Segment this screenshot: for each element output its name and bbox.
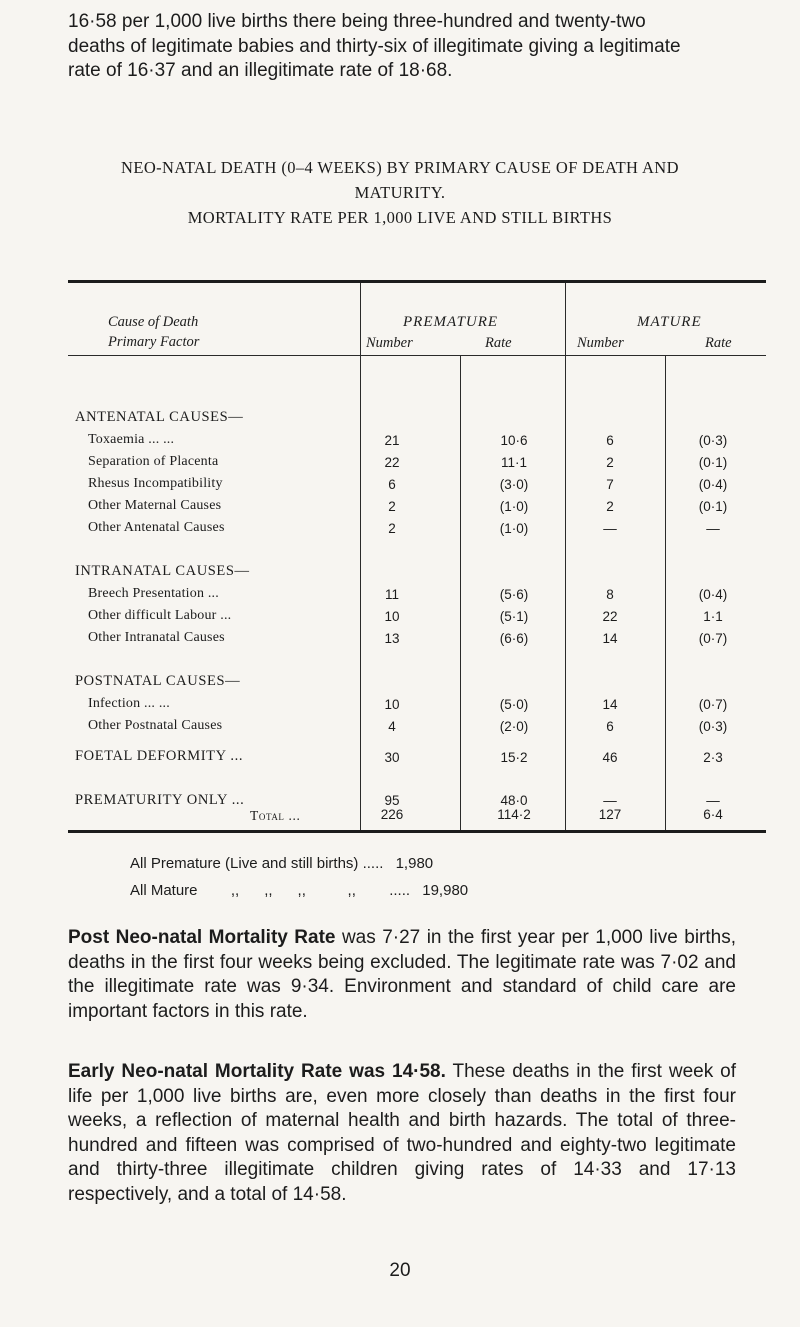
table-bottom-rule (68, 830, 766, 833)
premature-rate: (5·0) (499, 697, 529, 712)
premature-number: 22 (384, 455, 400, 470)
footnote-premature (130, 855, 433, 872)
intro-line-1: 16·58 per 1,000 live births there being three-hundred and twenty-two (68, 11, 646, 32)
premature-number: 95 (384, 793, 400, 808)
heading-line-2: MATURITY. (354, 183, 446, 202)
post-neonatal-heading: Post Neo-natal Mortality Rate (68, 927, 336, 948)
mature-number: 46 (602, 750, 618, 765)
row-label: Toxaemia ... ... (88, 432, 175, 447)
post-neonatal-text: was 7·27 in the first year per 1,000 live births, deaths in the first four weeks being excluded. The legitimate rate was 7·02 and the illegitimate rate was 9·34. Environment and standard of child care are important factors in this rate. (68, 927, 736, 1022)
premature-rate: (6·6) (499, 631, 529, 646)
mature-number: 7 (606, 477, 614, 492)
mature-number: 22 (602, 609, 618, 624)
premature-rate: (5·1) (499, 609, 529, 624)
premature-rate: 114·2 (497, 807, 531, 822)
row-label: Other Maternal Causes (88, 498, 222, 513)
premature-number: 10 (384, 697, 400, 712)
header-mat-number: Number (577, 335, 624, 351)
header-prem-number: Number (366, 335, 413, 351)
premature-number: 6 (388, 477, 396, 492)
header-prem-rate: Rate (485, 335, 512, 351)
divider-cause (360, 283, 361, 830)
row-label: Other Antenatal Causes (88, 520, 225, 535)
footnote-premature-label: All Premature (Live and still births) ..... (130, 855, 384, 872)
header-mature: MATURE (637, 314, 702, 330)
row-label: FOETAL DEFORMITY ... (75, 748, 244, 764)
intro-line-3: rate of 16·37 and an illegitimate rate of 18·68. (68, 60, 453, 81)
footnote-premature-value: 1,980 (395, 855, 434, 872)
mature-number: — (603, 793, 617, 808)
premature-number: 13 (384, 631, 400, 646)
divider-mat-rate (665, 356, 666, 830)
mature-number: — (603, 521, 617, 536)
mature-rate: — (706, 521, 720, 536)
mature-rate: (0·3) (698, 433, 728, 448)
premature-rate: (1·0) (499, 521, 529, 536)
mature-rate: 6·4 (703, 807, 723, 822)
header-rule (68, 355, 766, 356)
premature-number: 226 (380, 807, 404, 822)
mature-number: 6 (606, 719, 614, 734)
table-heading (60, 155, 740, 230)
post-neonatal-paragraph (68, 926, 736, 1024)
intro-line-2: deaths of legitimate babies and thirty-six of illegitimate giving a legitimate (68, 35, 681, 57)
row-label: Other Intranatal Causes (88, 630, 225, 645)
mature-rate: 1·1 (703, 609, 723, 624)
mature-rate: — (706, 793, 720, 808)
premature-number: 10 (384, 609, 400, 624)
intro-paragraph (68, 10, 736, 84)
mature-rate: (0·4) (698, 587, 728, 602)
row-label: Breech Presentation ... (88, 586, 219, 601)
premature-rate: 15·2 (500, 750, 528, 765)
row-label: Separation of Placenta (88, 454, 219, 469)
footnote-mature (130, 882, 468, 899)
header-cause-1: Cause of Death (108, 314, 199, 330)
mature-rate: (0·4) (698, 477, 728, 492)
mature-number: 2 (606, 455, 614, 470)
premature-rate: 11·1 (500, 455, 528, 470)
section-intranatal: INTRANATAL CAUSES— (75, 563, 250, 579)
heading-line-3: MORTALITY RATE PER 1,000 LIVE AND STILL BIRTHS (187, 208, 613, 227)
early-neonatal-text: These deaths in the first week of life per 1,000 live births are, even more closely than deaths in the first four weeks, a reflection of maternal health and birth hazards. The total of three-hundred and fifteen was comprised of two-hundred and eighty-two legitimate and thirty-three illegitimate children giving rates of 14·33 and 17·13 respectively, and a total of 14·58. (68, 1061, 736, 1205)
mature-number: 8 (606, 587, 614, 602)
heading-line-1: NEO-NATAL DEATH (0–4 WEEKS) BY PRIMARY CAUSE OF DEATH AND (121, 158, 679, 177)
premature-rate: (3·0) (499, 477, 529, 492)
section-postnatal: POSTNATAL CAUSES— (75, 673, 241, 689)
row-label-prematurity: PREMATURITY ONLY ... (75, 792, 245, 808)
header-premature: PREMATURE (403, 314, 499, 330)
premature-rate: (2·0) (499, 719, 529, 734)
mature-number: 6 (606, 433, 614, 448)
section-antenatal: ANTENATAL CAUSES— (75, 409, 244, 425)
premature-rate: (5·6) (499, 587, 529, 602)
divider-premature (565, 283, 566, 830)
mature-rate: (0·1) (698, 455, 728, 470)
divider-prem-rate (460, 356, 461, 830)
mature-number: 2 (606, 499, 614, 514)
mature-rate: (0·7) (698, 697, 728, 712)
mature-rate: (0·3) (698, 719, 728, 734)
mature-rate: (0·1) (698, 499, 728, 514)
row-label: Other difficult Labour ... (88, 608, 232, 623)
premature-number: 2 (388, 499, 396, 514)
premature-number: 11 (384, 587, 399, 602)
premature-rate: 48·0 (500, 793, 528, 808)
row-label: Rhesus Incompatibility (88, 476, 223, 491)
table-top-rule (68, 280, 766, 283)
premature-number: 4 (388, 719, 396, 734)
early-neonatal-paragraph (68, 1060, 736, 1207)
mature-rate: (0·7) (698, 631, 728, 646)
header-cause-2: Primary Factor (108, 334, 200, 350)
footnote-mature-label: All Mature ,, ,, ,, ,, ..... (130, 882, 411, 899)
premature-number: 30 (384, 750, 400, 765)
mature-number: 14 (602, 631, 618, 646)
premature-number: 21 (384, 433, 400, 448)
early-neonatal-heading: Early Neo-natal Mortality Rate was 14·58. (68, 1061, 446, 1082)
premature-rate: (1·0) (499, 499, 529, 514)
row-label: Infection ... ... (88, 696, 170, 711)
mature-rate: 2·3 (703, 750, 723, 765)
premature-number: 2 (388, 521, 396, 536)
mature-number: 14 (602, 697, 618, 712)
header-mat-rate: Rate (705, 335, 732, 351)
mature-number: 127 (598, 807, 622, 822)
premature-rate: 10·6 (500, 433, 528, 448)
page-number: 20 (389, 1260, 411, 1281)
row-label: Other Postnatal Causes (88, 718, 223, 733)
row-label-total: Total ... (250, 808, 301, 823)
footnote-mature-value: 19,980 (422, 882, 469, 899)
